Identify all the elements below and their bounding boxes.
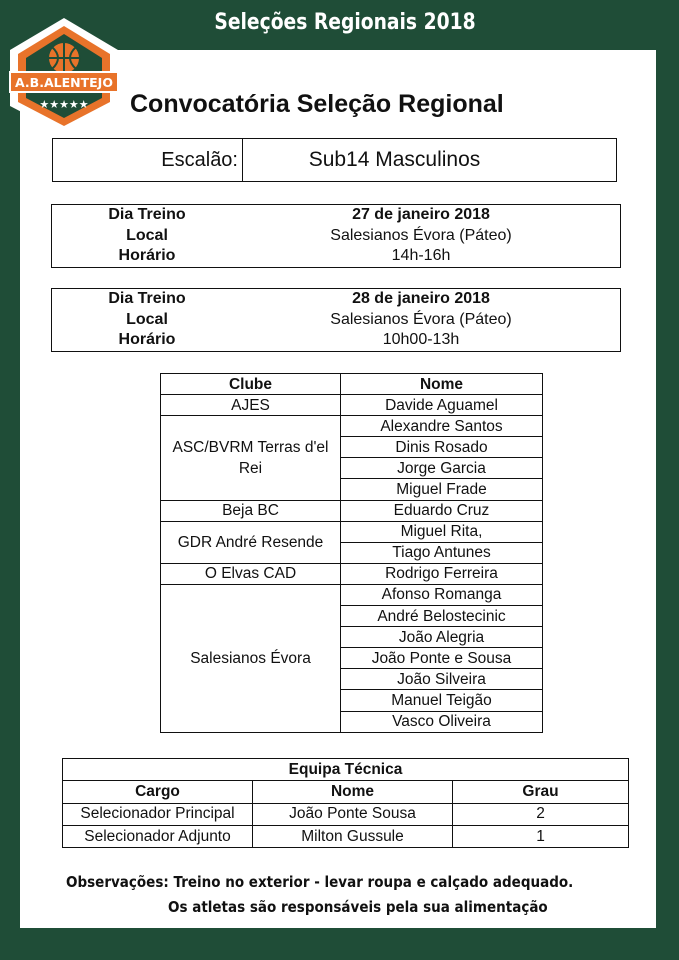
club-cell: Salesianos Évora (161, 584, 341, 732)
table-row (63, 825, 629, 847)
role-header: Cargo (63, 781, 253, 803)
role-cell: Selecionador Principal (63, 803, 253, 825)
horario-label: Horário (118, 331, 176, 348)
club-cell: O Elvas CAD (161, 563, 341, 584)
local-value: Salesianos Évora (Páteo) (330, 226, 512, 244)
player-cell: Afonso Romanga (341, 584, 543, 605)
player-cell: João Alegria (341, 627, 543, 648)
horario-value: 14h-16h (391, 247, 451, 264)
club-cell: AJES (161, 395, 341, 416)
ab-alentejo-logo (2, 14, 126, 138)
club-cell: Beja BC (161, 500, 341, 521)
escalao-label: Escalão: (53, 139, 243, 181)
name-cell: João Ponte Sousa (253, 803, 453, 825)
player-cell: Davide Aguamel (341, 395, 543, 416)
player-cell: Miguel Frade (341, 479, 543, 500)
table-row (161, 500, 543, 521)
name-cell: Milton Gussule (253, 825, 453, 847)
grade-cell: 1 (453, 825, 629, 847)
table-row (161, 584, 543, 605)
table-row (161, 395, 543, 416)
local-value: Salesianos Évora (Páteo) (330, 310, 512, 328)
table-row (161, 521, 543, 542)
club-cell: GDR André Resende (161, 521, 341, 563)
session-1 (51, 204, 621, 268)
escalao-value: Sub14 Masculinos (308, 148, 481, 171)
horario-value: 10h00-13h (382, 331, 460, 348)
player-cell: Rodrigo Ferreira (341, 563, 543, 584)
local-label: Local (126, 226, 168, 244)
role-cell: Selecionador Adjunto (63, 825, 253, 847)
player-cell: André Belostecinic (341, 606, 543, 627)
local-label: Local (126, 310, 168, 328)
player-cell: Manuel Teigão (341, 690, 543, 711)
table-row (63, 803, 629, 825)
document-title: Convocatória Seleção Regional (130, 90, 504, 118)
player-cell: João Ponte e Sousa (341, 648, 543, 669)
session-2 (51, 288, 621, 352)
dia-value: 27 de janeiro 2018 (352, 206, 490, 223)
banner-title: Seleções Regionais 2018 (214, 10, 476, 35)
escalao-box (52, 138, 617, 182)
staff-table (62, 758, 629, 848)
dia-label: Dia Treino (108, 290, 186, 307)
logo-stars: ★★★★★ (39, 99, 89, 111)
club-header: Clube (161, 374, 341, 395)
grade-cell: 2 (453, 803, 629, 825)
horario-label: Horário (118, 247, 176, 264)
player-cell: João Silveira (341, 669, 543, 690)
player-cell: Dinis Rosado (341, 437, 543, 458)
players-table (160, 373, 543, 733)
observations-line-2: Os atletas são responsáveis pela sua alimentação (168, 898, 548, 916)
name-header: Nome (341, 374, 543, 395)
logo-text: A.B.ALENTEJO (15, 75, 113, 90)
staff-title: Equipa Técnica (63, 759, 629, 781)
table-row (161, 563, 543, 584)
name-header: Nome (253, 781, 453, 803)
player-cell: Alexandre Santos (341, 416, 543, 437)
player-cell: Vasco Oliveira (341, 711, 543, 732)
dia-label: Dia Treino (108, 206, 186, 223)
club-cell: ASC/BVRM Terras d'el Rei (161, 416, 341, 500)
player-cell: Jorge Garcia (341, 458, 543, 479)
dia-value: 28 de janeiro 2018 (352, 290, 490, 307)
grade-header: Grau (453, 781, 629, 803)
player-cell: Miguel Rita, (341, 521, 543, 542)
observations-line-1: Observações: Treino no exterior - levar roupa e calçado adequado. (66, 873, 574, 891)
player-cell: Eduardo Cruz (341, 500, 543, 521)
table-row (161, 416, 543, 437)
player-cell: Tiago Antunes (341, 542, 543, 563)
